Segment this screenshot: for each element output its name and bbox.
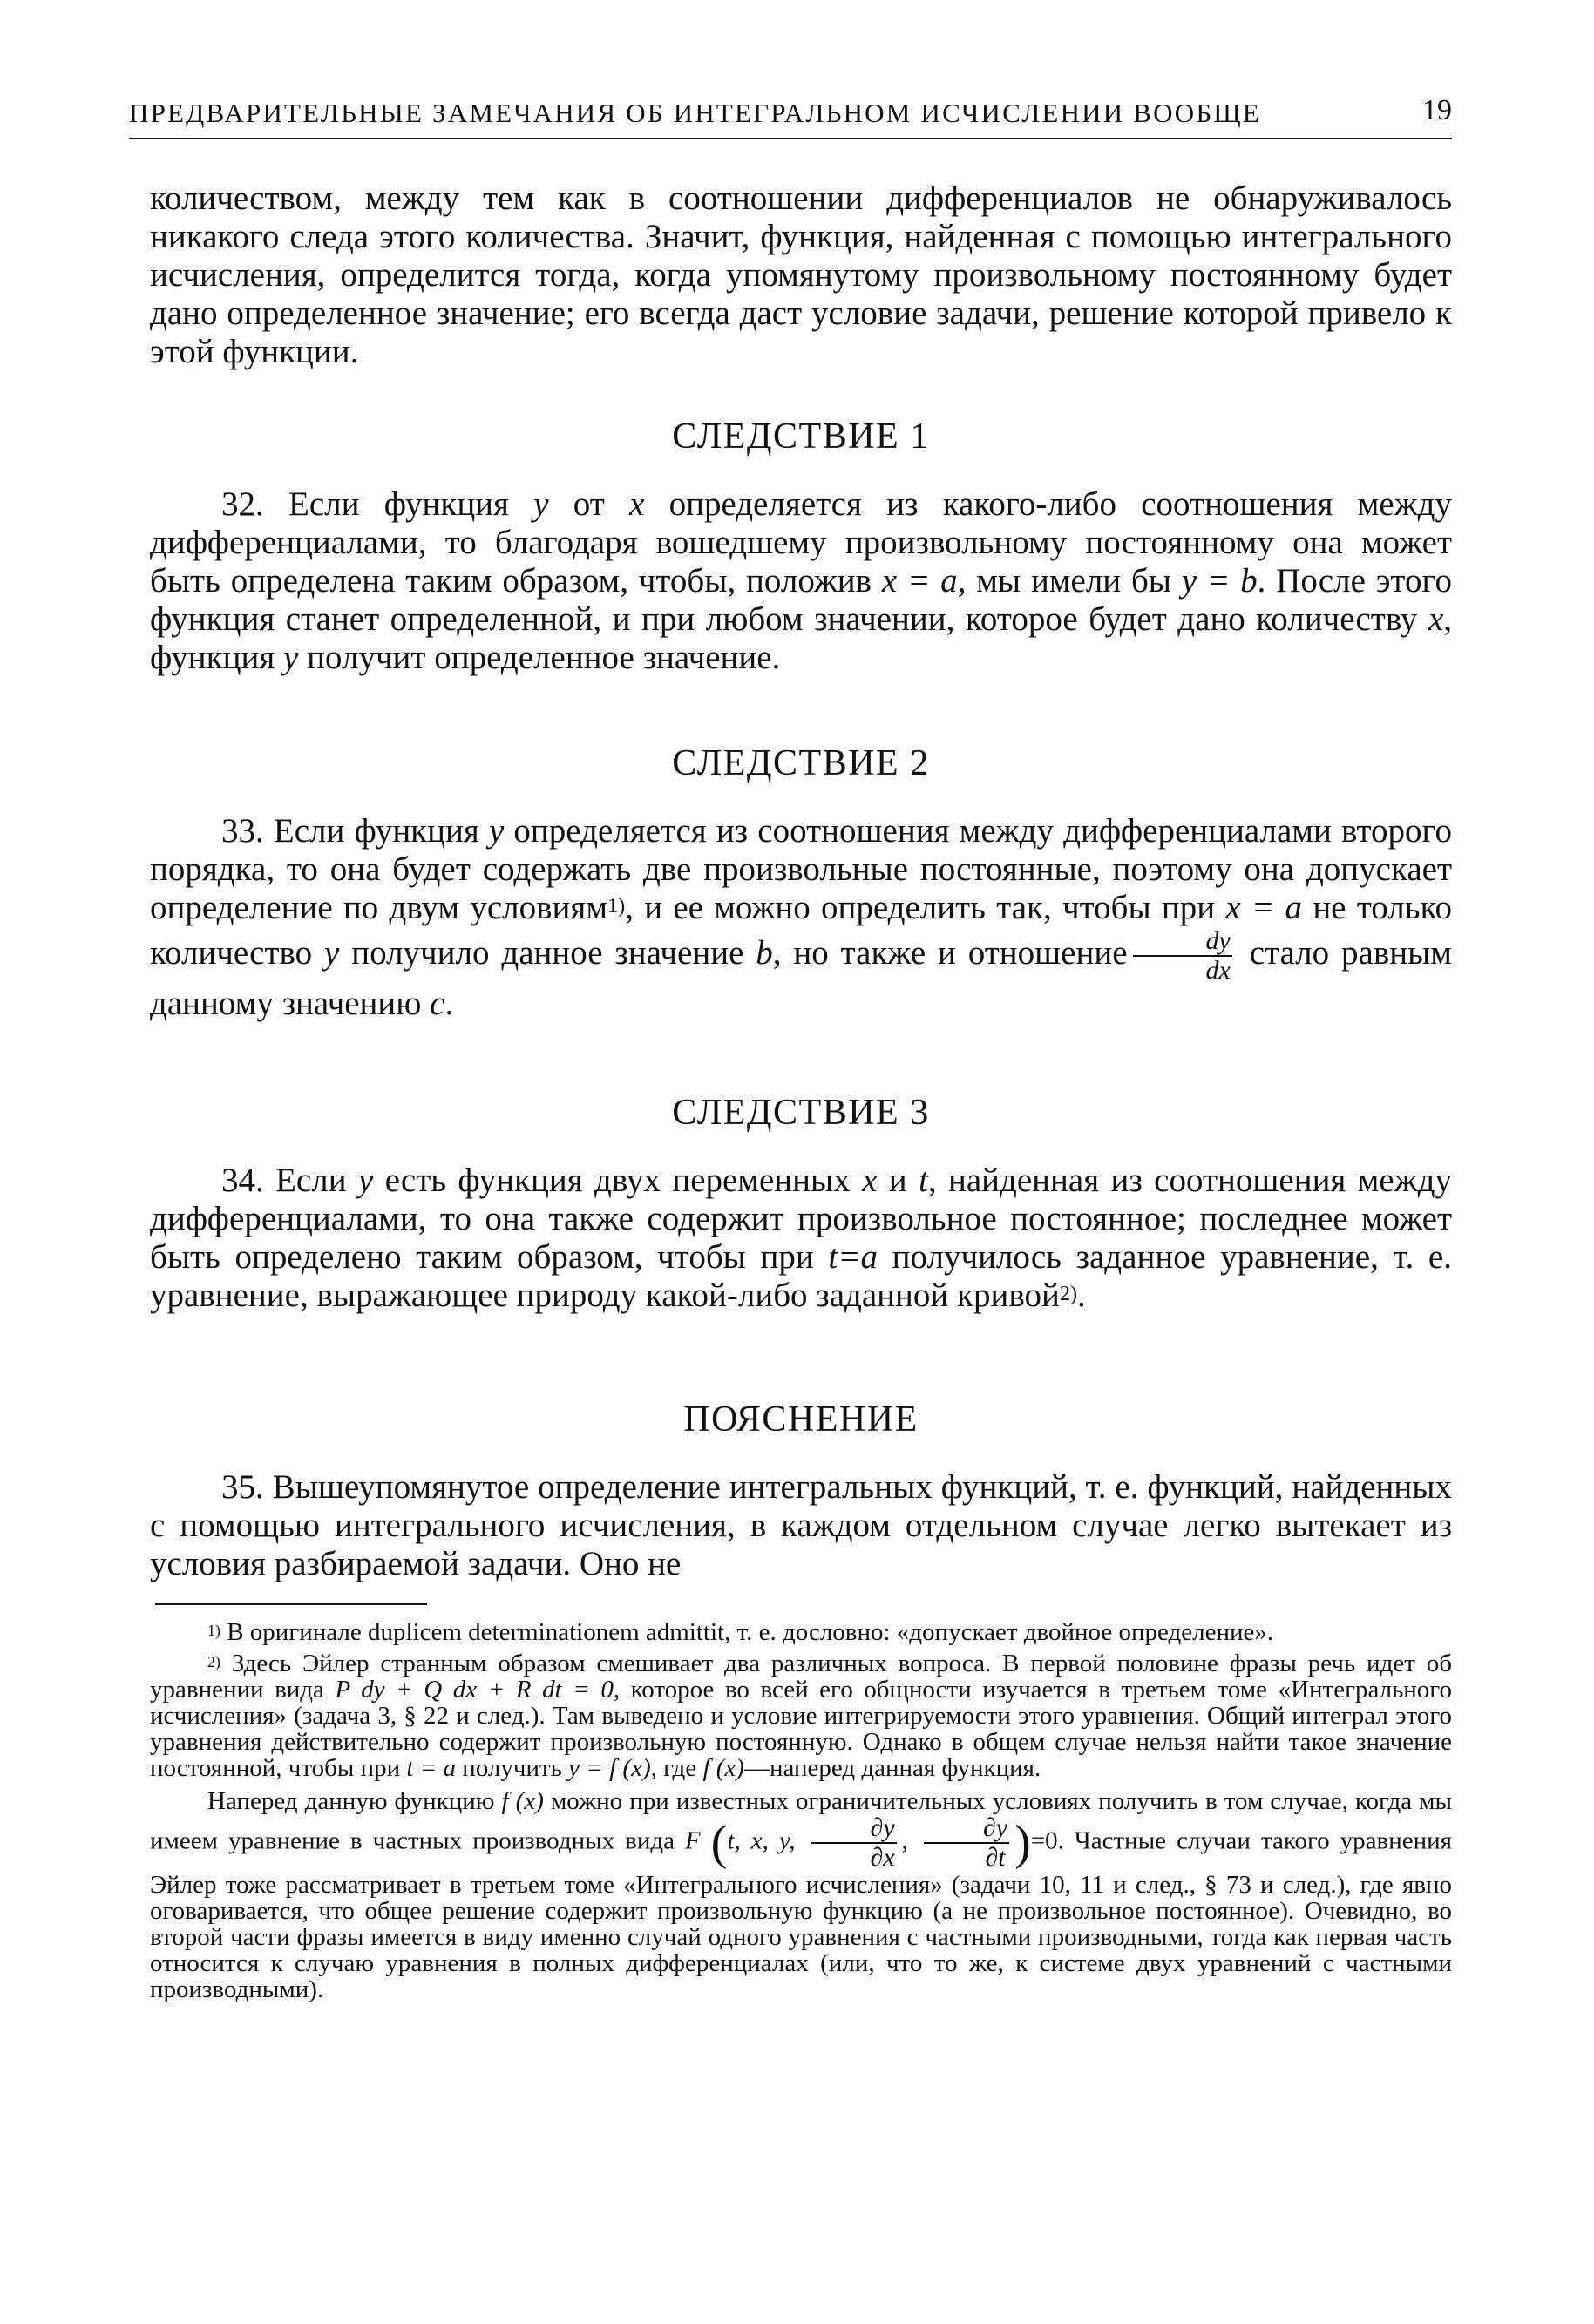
corollary-1-block <box>150 485 1452 677</box>
footnotes-block <box>150 1619 1452 2002</box>
corollary-2-heading: СЛЕДСТВИЕ 2 <box>672 743 930 783</box>
intro-paragraph-block <box>150 180 1452 371</box>
paragraph-33: 33. Если функция y определяется из соотношения между дифференциалами второго порядка, то она будет содержать две произвольные постоянные, поэтому она допускает определение по двум условиям$^{1)}$, и ее можно определить так, чтобы при x = a не только количество y получило данное значение b, но также и отношение $\frac{dy}{dx}$ стало равным данному значению c. <box>150 812 1452 1022</box>
corollary-3-block <box>150 1162 1452 1315</box>
footnote-ref-1: 1) <box>607 894 626 918</box>
fraction-dy-dx: $\frac{dy}{dx}$ <box>1133 927 1232 985</box>
footnote-2: $^{2)}$ Здесь Эйлер странным образом смешивает два различных вопроса. В первой половине фразы речь идет об уравнении вида P dy + Q dx + R dt = 0, которое во всей его общности изучается в третьем томе «Интегрального исчисления» (задача 3, § 22 и след.). Там выведено и условие интегрируемости этого уравнения. Общий интеграл этого уравнения действительно содержит произвольную постоянную. Однако в общем случае нельзя найти такое значение постоянной, чтобы при t = a получить y = f (x), где f (x)—наперед данная функция. <box>150 1650 1452 1782</box>
footnote-1: $^{1)}$ В оригинале duplicem determinationem admittit, т. е. дословно: «допускает двойное определение». <box>207 1618 1274 1646</box>
paragraph-35: 35. Вышеупомянутое определение интегральных функций, т. е. функций, найденных с помощью интегрального исчисления, в каждом отдельном случае легко вытекает из условия разбираемой задачи. Оно не <box>150 1468 1452 1582</box>
explanation-block <box>150 1468 1452 1583</box>
intro-paragraph: количеством, между тем как в соотношении дифференциалов не обнаруживалось никакого следа этого количества. Значит, функция, найденная с помощью интегрального исчисления, определится тогда, когда упомянутому произвольному постоянному будет дано определенное значение; его всегда даст условие задачи, решение которой привело к этой функции. <box>150 180 1452 370</box>
explanation-heading: ПОЯСНЕНИЕ <box>683 1399 919 1440</box>
footnote-ref-2: 2) <box>1059 1282 1078 1305</box>
paragraph-34: 34. Если y есть функция двух переменных x и t, найденная из соотношения между дифференциалами, то она также содержит произвольное постоянное; последнее может быть определено таким образом, чтобы при t=a получилось заданное уравнение, т. е. уравнение, выражающее природу какой-либо заданной кривой$^{2)}$. <box>150 1162 1453 1314</box>
paragraph-32: 32. Если функция y от x определяется из какого-либо соотношения между дифференциалами, то благодаря вошедшему произвольному постоянному она может быть определена таким образом, чтобы, положив x = a, мы имели бы y = b. После этого функция станет определенной, и при любом значении, которое будет дано количеству x, функция y получит определенное значение. <box>150 485 1453 676</box>
corollary-3-heading: СЛЕДСТВИЕ 3 <box>672 1093 930 1133</box>
corollary-2-block <box>150 812 1452 1023</box>
footnote-separator <box>155 1603 427 1605</box>
fraction-dy-dt-partial: $\frac{\partial y}{\partial t}$ <box>924 1814 1009 1872</box>
corollary-1-heading: СЛЕДСТВИЕ 1 <box>672 417 930 457</box>
page-number: 19 <box>1422 94 1452 126</box>
running-head-title: ПРЕДВАРИТЕЛЬНЫЕ ЗАМЕЧАНИЯ ОБ ИНТЕГРАЛЬНОМ ИСЧИСЛЕНИИ ВООБЩЕ <box>129 98 1261 128</box>
fraction-dy-dx-partial: $\frac{\partial y}{\partial x}$ <box>811 1814 897 1872</box>
running-head <box>129 91 1452 139</box>
footnote-2-continuation: Наперед данную функцию f (x) можно при известных ограничительных условиях получить в том случае, когда мы имеем уравнение в частных производных вида F (t, x, y, $\frac{\partial y}{\partial x}$ , $\frac{\partial y}{\partial t}$ )=0. Частные случаи такого уравнения Эйлер тоже рассматривает в третьем томе «Интегрального исчисления» (задачи 10, 11 и след., § 73 и след.), где явно оговаривается, что общее решение содержит произвольную функцию (а не произвольное постоянное). Очевидно, во второй части фразы имеется в виду именно случай одного уравнения с частными производными, тогда как первая часть относится к случаю уравнения в полных дифференциалах (или, что то же, к системе двух уравнений с частными производными). <box>150 1787 1453 2003</box>
